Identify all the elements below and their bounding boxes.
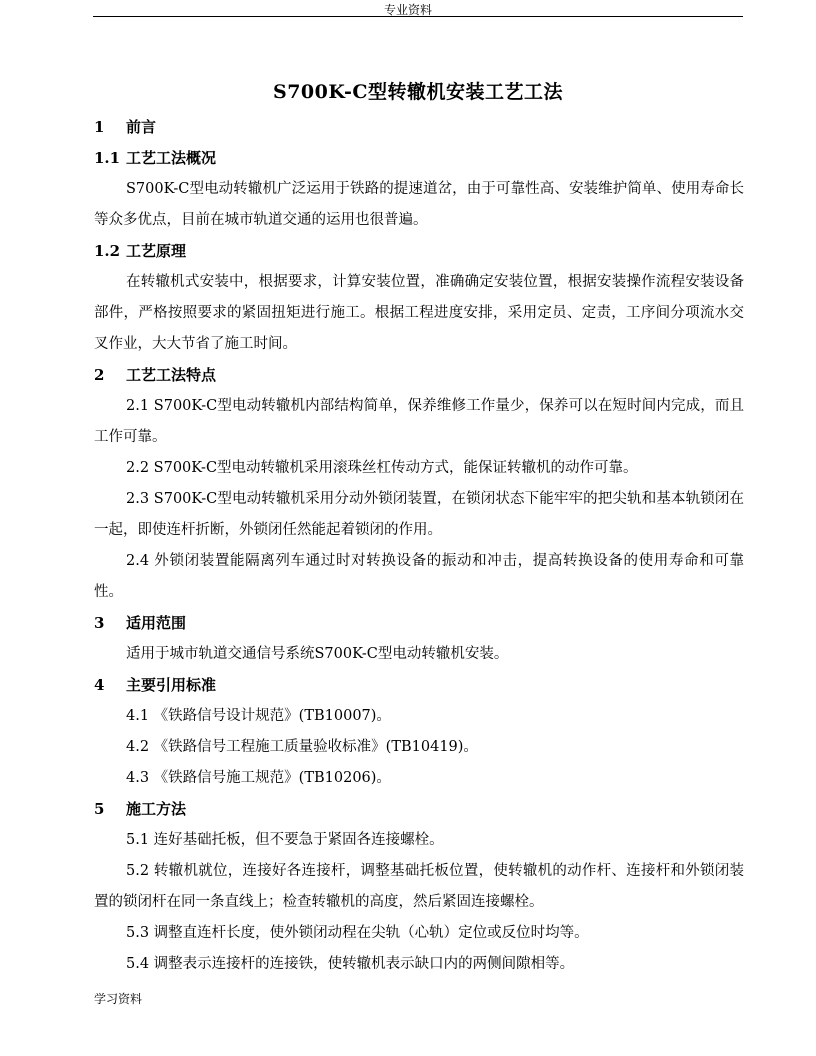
list-item: 4.1 《铁路信号设计规范》(TB10007)。 [126,708,391,724]
section-title: 工艺原理 [126,242,187,260]
paragraph: 2.3 S700K-C型电动转辙机采用分动外锁闭装置，在锁闭状态下能牢牢的把尖轨和基本轨锁闭在一起，即使连杆折断，外锁闭任然能起着锁闭的作用。 [94,491,744,538]
section-heading [94,670,744,701]
section-heading [94,112,744,143]
section-number: 5 [94,800,105,818]
section-title: 工艺工法特点 [126,366,217,384]
section-title: 前言 [126,118,157,136]
section-number: 1.1 [94,149,121,167]
paragraph: 适用于城市轨道交通信号系统S700K-C型电动转辙机安装。 [126,646,509,662]
list-item: 4.2 《铁路信号工程施工质量验收标准》(TB10419)。 [126,739,478,755]
section-title: 主要引用标准 [126,676,217,694]
section-heading [94,794,744,825]
paragraph: 2.1 S700K-C型电动转辙机内部结构简单，保养维修工作量少，保养可以在短时间内完成，而且工作可靠。 [94,398,744,445]
section-number: 4 [94,676,105,694]
subsection-heading [94,236,744,267]
header-divider [93,16,743,17]
page-header: 专业资料 [383,3,432,17]
paragraph: 5.3 调整直连杆长度，使外锁闭动程在尖轨（心轨）定位或反位时均等。 [126,925,589,941]
section-number: 2 [94,366,105,384]
paragraph: 5.4 调整表示连接杆的连接铁，使转辙机表示缺口内的两侧间隙相等。 [126,956,575,972]
document-body [94,112,744,980]
section-title: 施工方法 [126,800,187,818]
section-title: 适用范围 [126,614,187,632]
paragraph: S700K-C型电动转辙机广泛运用于铁路的提速道岔，由于可靠性高、安装维护简单、使用寿命长等众多优点，目前在城市轨道交通的运用也很普遍。 [94,181,744,228]
section-title: 工艺工法概况 [126,149,217,167]
section-number: 3 [94,614,105,632]
subsection-heading [94,143,744,174]
document-title: S700K-C型转辙机安装工艺工法 [272,81,564,103]
list-item: 4.3 《铁路信号施工规范》(TB10206)。 [126,770,391,786]
section-number: 1.2 [94,242,121,260]
paragraph: 在转辙机式安装中，根据要求，计算安装位置，准确确定安装位置，根据安装操作流程安装设备部件，严格按照要求的紧固扭矩进行施工。根据工程进度安排，采用定员、定责，工序间分项流水交叉作业，大大节省了施工时间。 [94,274,744,352]
paragraph: 2.2 S700K-C型电动转辙机采用滚珠丝杠传动方式，能保证转辙机的动作可靠。 [126,460,638,476]
paragraph: 5.1 连好基础托板，但不要急于紧固各连接螺栓。 [126,832,444,848]
section-heading [94,360,744,391]
section-number: 1 [94,118,105,136]
paragraph: 2.4 外锁闭装置能隔离列车通过时对转换设备的振动和冲击，提高转换设备的使用寿命和可靠性。 [94,553,744,600]
section-heading [94,608,744,639]
page-footer: 学习资料 [94,992,143,1006]
paragraph: 5.2 转辙机就位，连接好各连接杆，调整基础托板位置，使转辙机的动作杆、连接杆和外锁闭装置的锁闭杆在同一条直线上；检查转辙机的高度，然后紧固连接螺栓。 [94,863,744,910]
